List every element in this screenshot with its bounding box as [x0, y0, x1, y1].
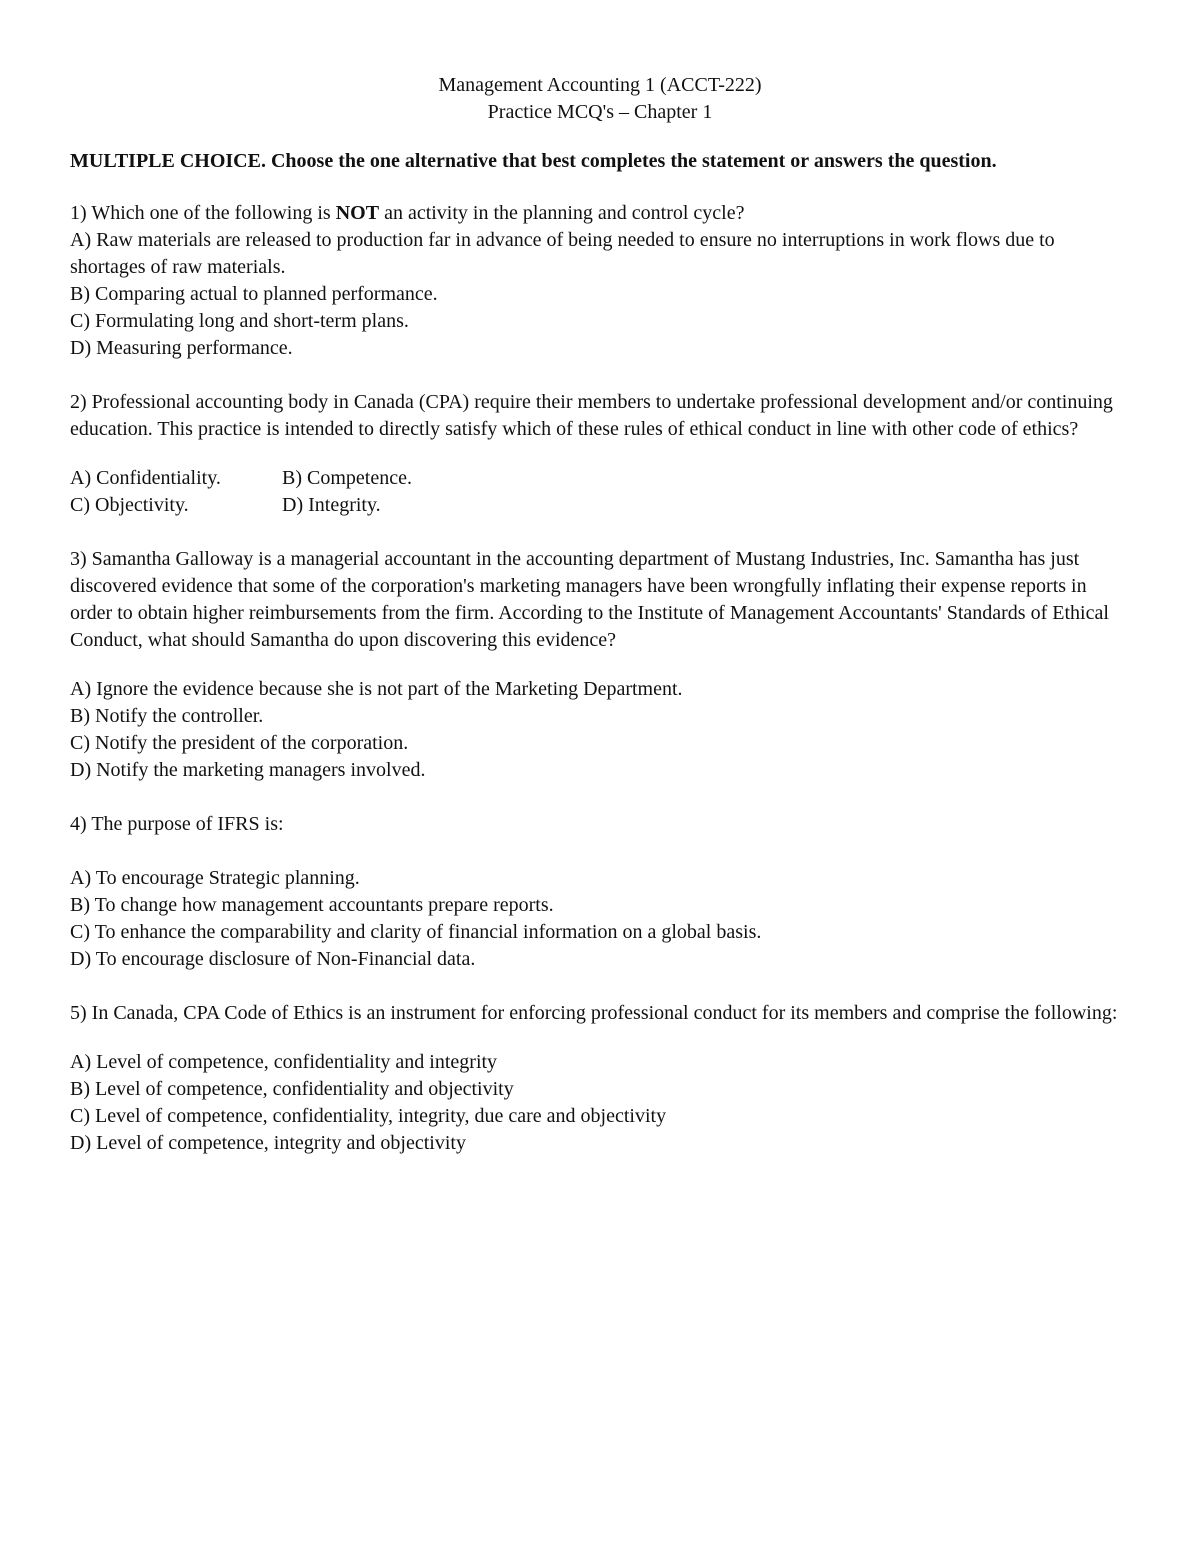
answer-option-c: C) To enhance the comparability and clarity of financial information on a global basis.	[70, 921, 762, 943]
question-number: 3)	[70, 548, 87, 570]
question-number: 4)	[70, 813, 87, 835]
question-text-end: an activity in the planning and control cycle?	[379, 202, 745, 224]
document-page	[70, 72, 1130, 1157]
answer-option-a: A) Level of competence, confidentiality and integrity	[70, 1051, 498, 1073]
question-stem	[70, 200, 1130, 227]
question-2	[70, 389, 1130, 519]
answer-options	[70, 865, 1130, 973]
question-3	[70, 546, 1130, 784]
answer-options	[70, 1049, 1130, 1157]
document-subtitle: Practice MCQ's – Chapter 1	[487, 101, 713, 123]
question-stem	[70, 546, 1130, 654]
question-number: 5)	[70, 1002, 87, 1024]
question-number: 1)	[70, 202, 87, 224]
answer-option-d: D) Level of competence, integrity and objectivity	[70, 1132, 466, 1154]
answer-option-d: D) Measuring performance.	[70, 337, 293, 359]
answer-option-d: D) Integrity.	[282, 494, 381, 516]
question-stem	[70, 389, 1130, 443]
instructions: MULTIPLE CHOICE. Choose the one alternative that best completes the statement or answers the question.	[70, 150, 997, 172]
question-number: 2)	[70, 391, 87, 413]
course-title: Management Accounting 1 (ACCT-222)	[438, 74, 762, 96]
answer-option-d: D) To encourage disclosure of Non-Financial data.	[70, 948, 476, 970]
question-text: Samantha Galloway is a managerial accountant in the accounting department of Mustang Industries, Inc. Samantha has just discovered evidence that some of the corporation's marketing managers have been wrongfully inflating their expense reports in order to obtain higher reimbursements from the firm. According to the Institute of Management Accountants' Standards of Ethical Conduct, what should Samantha do upon discovering this evidence?	[70, 548, 1109, 651]
answer-options	[70, 227, 1130, 362]
answer-option-b: B) Level of competence, confidentiality and objectivity	[70, 1078, 514, 1100]
answer-option-b: B) To change how management accountants prepare reports.	[70, 894, 554, 916]
answer-option-d: D) Notify the marketing managers involved.	[70, 759, 426, 781]
answer-option-b: B) Competence.	[282, 467, 412, 489]
document-header	[70, 72, 1130, 126]
answer-option-a: A) Ignore the evidence because she is not part of the Marketing Department.	[70, 678, 683, 700]
question-1	[70, 200, 1130, 362]
answer-options	[70, 676, 1130, 784]
question-stem	[70, 1000, 1130, 1027]
answer-option-c: C) Level of competence, confidentiality, integrity, due care and objectivity	[70, 1105, 667, 1127]
answer-option-c: C) Notify the president of the corporation.	[70, 732, 409, 754]
answer-option-a: A) Raw materials are released to production far in advance of being needed to ensure no interruptions in work flows due to shortages of raw materials.	[70, 229, 1055, 278]
answer-options	[70, 465, 1130, 519]
answer-option-a: A) Confidentiality.	[70, 467, 221, 489]
question-emphasis: NOT	[335, 202, 380, 224]
answer-option-b: B) Notify the controller.	[70, 705, 264, 727]
question-4	[70, 811, 1130, 973]
question-text: In Canada, CPA Code of Ethics is an instrument for enforcing professional conduct for its members and comprise the following:	[91, 1002, 1118, 1024]
question-text-start: Which one of the following is	[91, 202, 336, 224]
answer-option-b: B) Comparing actual to planned performance.	[70, 283, 438, 305]
answer-option-c: C) Formulating long and short-term plans.	[70, 310, 409, 332]
answer-option-a: A) To encourage Strategic planning.	[70, 867, 360, 889]
question-stem	[70, 811, 1130, 838]
question-text: Professional accounting body in Canada (CPA) require their members to undertake professional development and/or continuing education. This practice is intended to directly satisfy which of these rules of ethical conduct in line with other code of ethics?	[70, 391, 1113, 440]
answer-option-c: C) Objectivity.	[70, 494, 189, 516]
question-text: The purpose of IFRS is:	[91, 813, 284, 835]
question-5	[70, 1000, 1130, 1157]
